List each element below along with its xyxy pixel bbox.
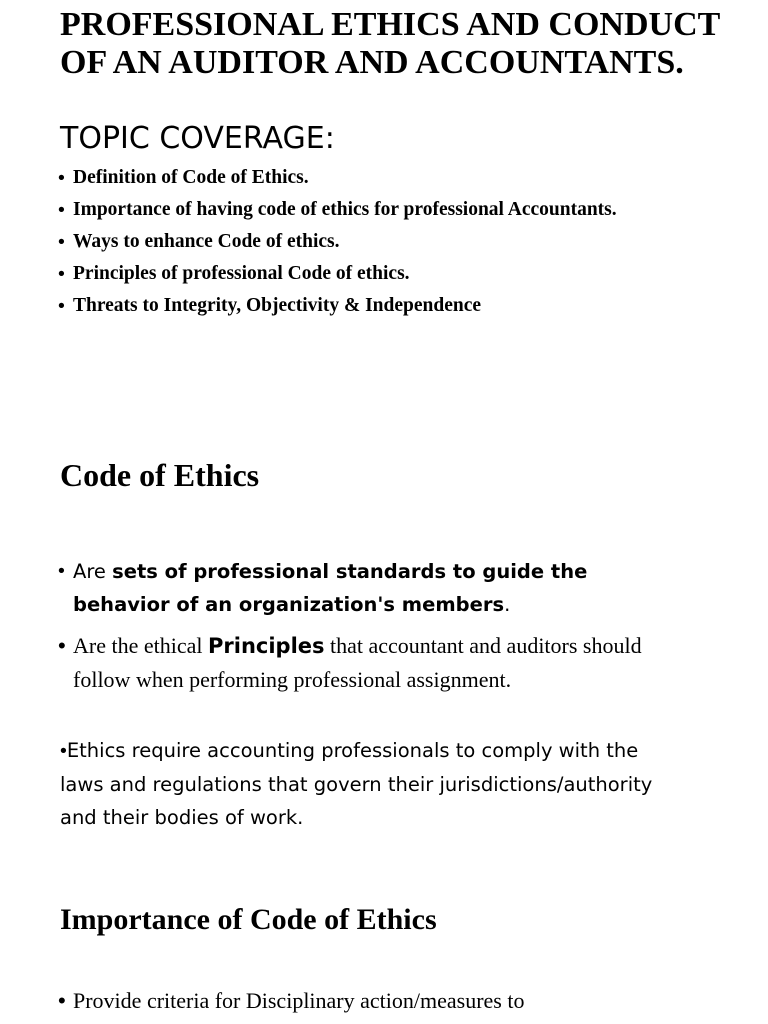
code-of-ethics-heading: Code of Ethics xyxy=(60,457,260,493)
definition-text: Are the ethical xyxy=(73,633,208,658)
paragraph-bullet: • xyxy=(60,740,67,762)
document-title: PROFESSIONAL ETHICS AND CONDUCT OF AN AUDITOR AND ACCOUNTANTS. xyxy=(60,6,720,81)
definition-emphasis: sets of professional standards to guide the behavior of an organization's members xyxy=(73,560,588,616)
definition-text: . xyxy=(504,593,511,616)
importance-heading: Importance of Code of Ethics xyxy=(60,903,437,936)
topic-coverage-heading: TOPIC COVERAGE: xyxy=(60,121,335,156)
importance-list xyxy=(58,984,670,1018)
topic-item: • Threats to Integrity, Objectivity & Independence xyxy=(58,294,698,318)
definition-emphasis: Principles xyxy=(208,634,325,658)
importance-item: • Provide criteria for Disciplinary action/measures to xyxy=(58,984,670,1018)
ethics-paragraph xyxy=(60,734,660,834)
topic-list xyxy=(58,166,698,326)
definition-item xyxy=(58,629,678,696)
topic-item: • Importance of having code of ethics for professional Accountants. xyxy=(58,198,698,222)
definition-text: that accountant and auditors should follow when performing professional assignment. xyxy=(73,633,642,692)
topic-item: • Definition of Code of Ethics. xyxy=(58,166,698,190)
definition-list xyxy=(58,555,678,704)
definition-item xyxy=(58,555,678,621)
definition-text: Are xyxy=(73,560,113,583)
topic-item: • Principles of professional Code of ethics. xyxy=(58,262,698,286)
ethics-paragraph-text: Ethics require accounting professionals to comply with the laws and regulations that govern their jurisdictions/authority and their bodies of work. xyxy=(60,739,653,829)
topic-item: • Ways to enhance Code of ethics. xyxy=(58,230,698,254)
